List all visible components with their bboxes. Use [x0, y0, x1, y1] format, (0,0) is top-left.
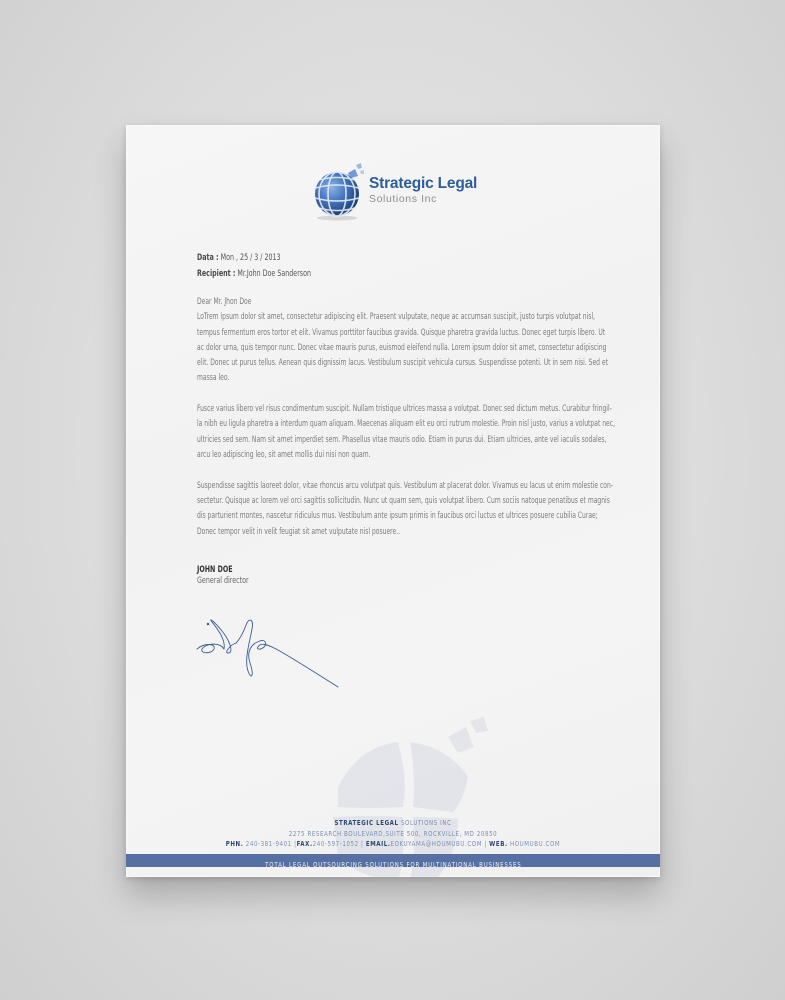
text-line: ultricies sed sem. Nam sit amet imperdiet sem. Phasellus vitae mauris odio. Etiam in purus dui. Etiam ultricies, ante vel iaculis sodales, [197, 434, 607, 445]
text-line: Suspendisse sagittis laoreet dolor, vitae rhoncus arcu volutpat quis. Vestibulum at placerat dolor. Vivamus eu lacus ut enim molestie con- [197, 480, 613, 491]
footer-address: 2275 RESEARCH BOULEVARD,SUITE 500, ROCKVILLE, MD 20850 [288, 828, 498, 838]
globe-icon [310, 160, 372, 222]
date-line [197, 251, 311, 267]
letter-meta [197, 251, 336, 282]
text-line: elit. Donec ut purus tellus. Aenean quis dignissim lacus. Vestibulum suscipit vehicula cursus. Suspendisse potenti. Ut in sem nisi. Sed et [197, 358, 609, 369]
date-value: Mon , 25 / 3 / 2013 [220, 253, 281, 263]
company-logo [310, 158, 490, 220]
footer-company-rest: SOLUTIONS INC [398, 818, 452, 827]
text-line: Fusce varius libero vel risus condimentum suscipit. Nullam tristique ultrices massa a volutpat. Donec sed dictum metus. Curabitur fringil- [197, 404, 612, 415]
signature-icon [194, 609, 344, 694]
text-line: ac dolor urna, quis tempor nunc. Donec vitae mauris purus, euismod eleifend nulla. Lorem ipsum dolor sit amet, consectetur adipiscing [197, 342, 607, 353]
text-line: la nibh eu ligula pharetra a interdum quam aliquam. Maecenas aliquam elit eu orci rutrum molestie. Proin nisl justo, varius a volutpat nec, [197, 419, 615, 430]
email-label: EMAIL. [365, 839, 391, 848]
web-label: WEB. [489, 839, 508, 848]
signatory-title: General director [197, 576, 249, 586]
email-value: EOKUYAMA@HOUMUBU.COM | [390, 839, 490, 848]
footer-company [166, 818, 620, 829]
signatory-block [197, 565, 260, 587]
letterhead-page [126, 125, 660, 877]
fax-value: 240-597-1052 | [312, 839, 366, 848]
company-subtitle: Solutions Inc [369, 193, 437, 205]
signatory-name: JOHN DOE [197, 565, 233, 575]
watermark-globe-icon [298, 717, 498, 877]
text-line: Donec tempor velit in velit feugiat sit amet vulputate nisl posuere.. [197, 526, 401, 537]
text-line: dis parturient montes, nascetur ridiculus mus. Vestibulum ante ipsum primis in faucibus orci luctus et ultrices posuere cubilia Curae; [197, 511, 598, 522]
footer-contacts [166, 839, 620, 850]
text-line: tempus fermentum eros tortor et elit. Vivamus porttitor faucibus gravida. Quisque pharetra gravida luctus. Donec eget turpis libero. Ut [197, 327, 606, 338]
tagline-text: TOTAL LEGAL OUTSOURCING SOLUTIONS FOR MULTINATIONAL BUSINESSES [264, 860, 522, 869]
fax-label: FAX. [296, 839, 313, 848]
paragraph-3 [197, 479, 617, 540]
letterhead-footer [126, 818, 660, 850]
text-line: massa leo. [197, 373, 230, 384]
web-value: HOUMUBU.COM [507, 839, 561, 848]
footer-company-bold: STRATEGIC LEGAL [334, 818, 399, 827]
paragraph-2 [197, 402, 617, 463]
phone-label: PHN. [225, 839, 244, 848]
paragraph-1 [197, 310, 617, 386]
text-line: LoTrem ipsum dolor sit amet, consectetur adipiscing elit. Praesent vulputate, neque ac accumsan suscipit, justo turpis volutpat nisl, [197, 312, 596, 323]
phone-value: 240-381-9401 | [243, 839, 297, 848]
tagline-band [126, 854, 660, 867]
recipient-label: Recipient : [197, 268, 236, 279]
recipient-line [197, 267, 311, 283]
company-name: Strategic Legal [369, 175, 478, 192]
letter-body [197, 295, 617, 555]
date-label: Data : [197, 253, 219, 263]
text-line: sectetur. Quisque ac lorem vel orci sagittis sollicitudin. Nunc ut quam sem, quis volutpat libero. Cum sociis natoque penatibus et magnis [197, 496, 610, 507]
recipient-value: Mr.John Doe Sanderson [237, 268, 312, 279]
salutation: Dear Mr. Jhon Doe [197, 297, 252, 307]
text-line: arcu leo adipiscing leo, sit amet mollis dui nisi non quam. [197, 450, 371, 461]
